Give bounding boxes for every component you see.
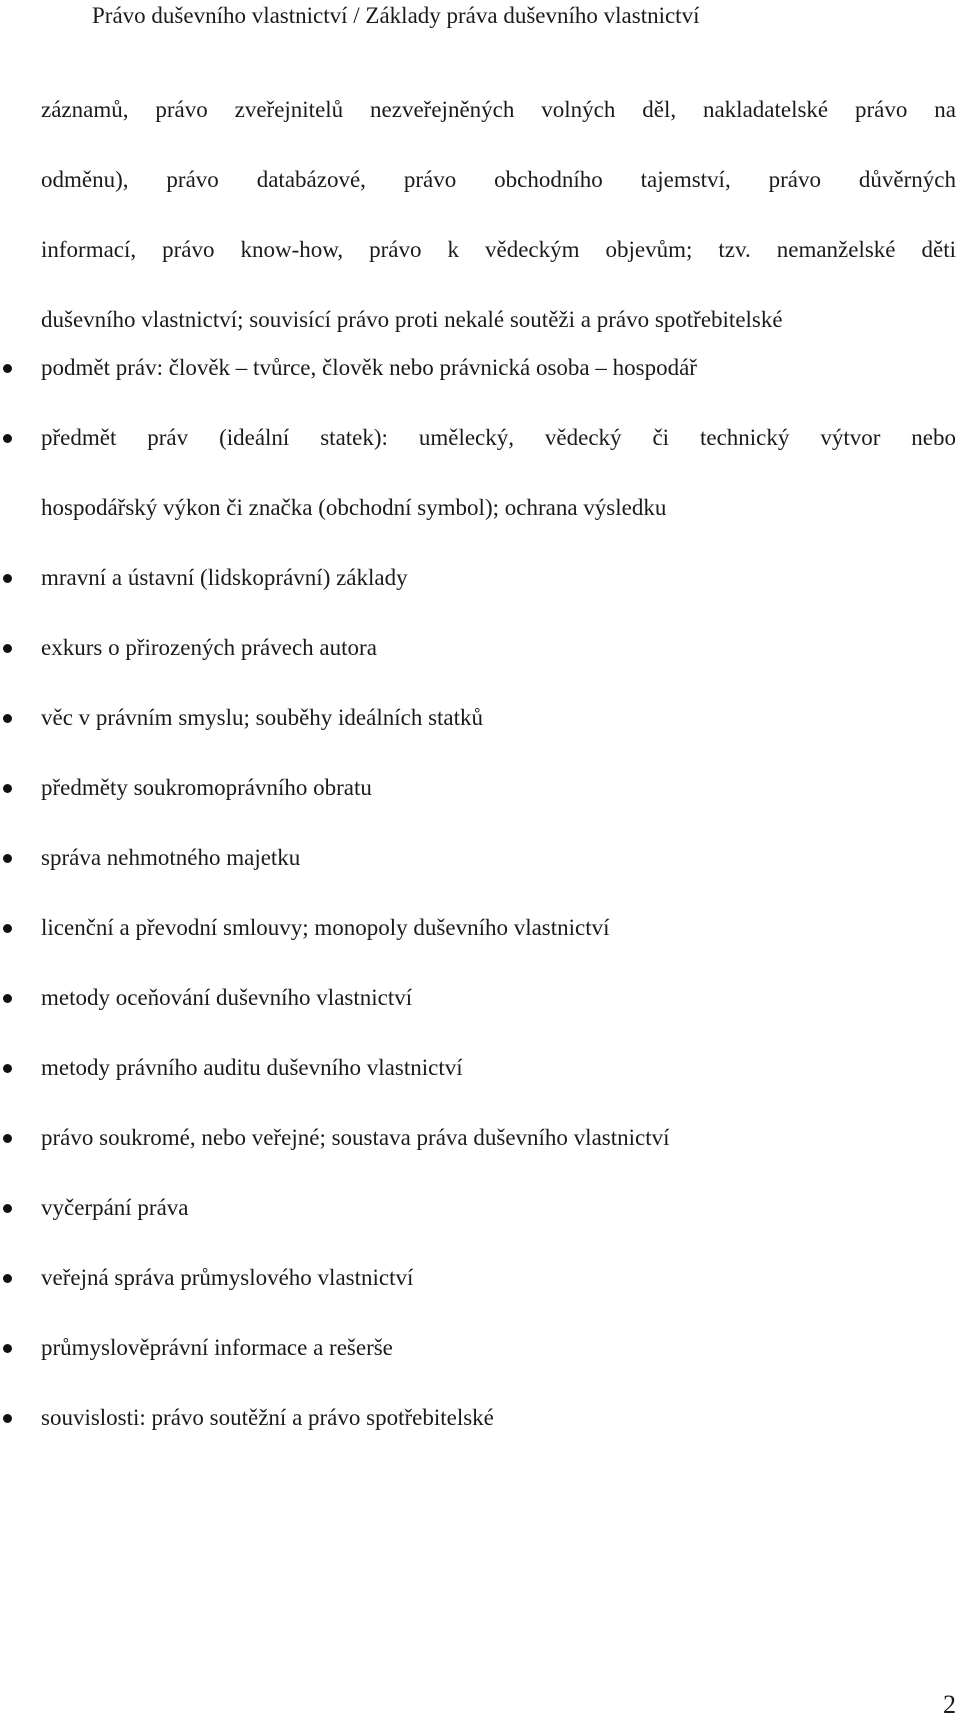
list-item-text: licenční a převodní smlouvy; monopoly duševního vlastnictví <box>41 915 610 940</box>
list-item <box>0 1103 956 1173</box>
bullet-icon <box>3 1274 12 1283</box>
list-item-text: exkurs o přirozených právech autora <box>41 635 377 660</box>
list-item <box>0 1243 956 1313</box>
list-item-text: právo soukromé, nebo veřejné; soustava práva duševního vlastnictví <box>41 1125 670 1150</box>
bullet-icon <box>3 784 12 793</box>
bullet-icon <box>3 1064 12 1073</box>
bullet-icon <box>3 1344 12 1353</box>
list-item-text: věc v právním smyslu; souběhy ideálních statků <box>41 705 484 730</box>
list-item <box>0 1383 956 1453</box>
continuation-line: odměnu), právo databázové, právo obchodního tajemství, právo důvěrných <box>41 167 956 192</box>
list-item-text: předměty soukromoprávního obratu <box>41 775 372 800</box>
continuation-line: duševního vlastnictví; souvisící právo proti nekalé soutěži a právo spotřebitelské <box>41 307 783 332</box>
bullet-icon <box>3 924 12 933</box>
bullet-icon <box>3 1414 12 1423</box>
continuation-line: informací, právo know-how, právo k vědeckým objevům; tzv. nemanželské děti <box>41 237 956 262</box>
bullet-icon <box>3 1204 12 1213</box>
list-item <box>0 1033 956 1103</box>
list-item <box>0 1313 956 1383</box>
bullet-icon <box>3 714 12 723</box>
bullet-icon <box>3 364 12 373</box>
bullet-icon <box>3 1134 12 1143</box>
bullet-icon <box>3 574 12 583</box>
topic-list <box>0 333 960 1453</box>
list-item <box>0 893 956 963</box>
bullet-icon <box>3 434 12 443</box>
list-item <box>0 823 956 893</box>
bullet-icon <box>3 644 12 653</box>
list-item <box>0 403 956 543</box>
list-item-text: hospodářský výkon či značka (obchodní symbol); ochrana výsledku <box>41 495 667 520</box>
list-item-text: vyčerpání práva <box>41 1195 189 1220</box>
list-item-text: podmět práv: člověk – tvůrce, člověk nebo právnická osoba – hospodář <box>41 355 697 380</box>
list-item-text: veřejná správa průmyslového vlastnictví <box>41 1265 414 1290</box>
list-item <box>0 753 956 823</box>
list-item-text: průmyslověprávní informace a rešerše <box>41 1335 393 1360</box>
list-item <box>0 543 956 613</box>
list-item <box>0 333 956 403</box>
list-item <box>0 683 956 753</box>
list-item-text: předmět práv (ideální statek): umělecký, vědecký či technický výtvor nebo <box>41 425 956 450</box>
list-item <box>0 1173 956 1243</box>
bullet-icon <box>3 994 12 1003</box>
list-item-text: souvislosti: právo soutěžní a právo spotřebitelské <box>41 1405 494 1430</box>
list-item-text: správa nehmotného majetku <box>41 845 301 870</box>
list-item-text: metody právního auditu duševního vlastnictví <box>41 1055 463 1080</box>
bullet-icon <box>3 854 12 863</box>
list-item <box>0 613 956 683</box>
page-number: 2 <box>943 1690 956 1719</box>
list-item <box>0 963 956 1033</box>
page-header: Právo duševního vlastnictví / Základy práva duševního vlastnictví <box>92 3 700 28</box>
continuation-line: záznamů, právo zveřejnitelů nezveřejněných volných děl, nakladatelské právo na <box>41 97 956 122</box>
continuation-paragraph <box>41 75 956 355</box>
list-item-text: mravní a ústavní (lidskoprávní) základy <box>41 565 408 590</box>
list-item-text: metody oceňování duševního vlastnictví <box>41 985 413 1010</box>
